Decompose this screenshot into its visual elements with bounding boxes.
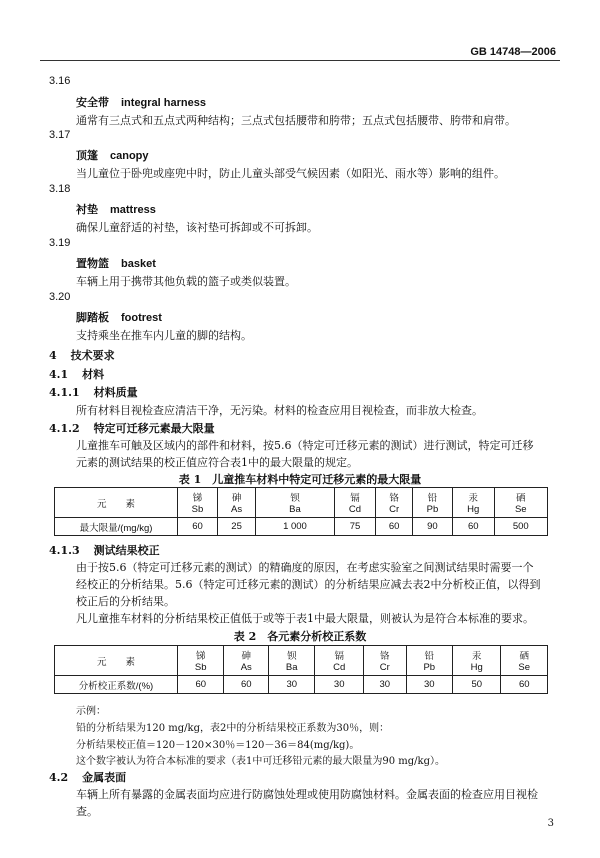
paragraph: 由于按5.6（特定可迁移元素的测试）的精确度的原因，在考虑实验室之间测试结果时需要一个经校正的分析结果。5.6（特定可迁移元素的测试）的分析结果应减去表2中分析校正值，以得到校正后的分析结果。 — [76, 561, 541, 608]
def-number: 3.20 — [49, 291, 71, 303]
table-head-label: 元 素 — [55, 646, 178, 676]
value-cell: 30 — [269, 676, 315, 694]
section-heading: 4.1.2 特定可迁移元素最大限量 — [49, 422, 215, 435]
row-label: 最大限量/(mg/kg) — [55, 518, 178, 536]
paragraph: 车辆上所有暴露的金属表面均应进行防腐蚀处理或使用防腐蚀材料。金属表面的检查应用目视检查。 — [76, 788, 538, 818]
value-cell: 60 — [178, 518, 218, 536]
term-en: integral harness — [121, 97, 206, 109]
element-cell: 钡 Ba — [269, 646, 315, 676]
term-cn: 置物篮 — [76, 257, 109, 270]
paragraph: 所有材料目视检查应清洁干净，无污染。材料的检查应用目视检查，而非放大检查。 — [76, 404, 483, 417]
example-line: 这个数字被认为符合本标准的要求（表1中可迁移铅元素的最大限量为90 mg/kg）。 — [76, 756, 445, 767]
term-en: mattress — [110, 204, 156, 216]
table-head-label: 元 素 — [55, 488, 178, 518]
value-cell: 60 — [501, 676, 548, 694]
element-cell: 锑 Sb — [178, 646, 224, 676]
term-cn: 安全带 — [76, 96, 109, 109]
def-term — [76, 201, 156, 217]
def-text: 确保儿童舒适的衬垫，该衬垫可拆卸或不可拆卸。 — [76, 221, 318, 234]
paragraph: 凡儿童推车材料的分析结果校正值低于或等于表1中最大限量，则被认为是符合本标准的要求。 — [76, 612, 534, 625]
element-cell: 镉 Cd — [334, 488, 376, 518]
element-cell: 硒 Se — [494, 488, 547, 518]
value-cell: 75 — [334, 518, 376, 536]
section-heading: 4.1 材料 — [49, 368, 105, 381]
value-cell: 30 — [363, 676, 406, 694]
def-term — [76, 309, 162, 325]
def-number: 3.18 — [49, 183, 71, 195]
value-cell: 90 — [412, 518, 452, 536]
value-cell: 50 — [453, 676, 501, 694]
term-cn: 顶篷 — [76, 149, 98, 162]
value-cell: 500 — [494, 518, 547, 536]
term-cn: 衬垫 — [76, 203, 98, 216]
element-cell: 砷 As — [217, 488, 255, 518]
header-rule — [40, 60, 560, 61]
term-en: canopy — [110, 150, 149, 162]
element-cell: 铅 Pb — [412, 488, 452, 518]
element-cell: 锑 Sb — [178, 488, 218, 518]
value-cell: 30 — [315, 676, 363, 694]
value-cell: 60 — [178, 676, 224, 694]
paragraph: 儿童推车可触及区域内的部件和材料，按5.6（特定可迁移元素的测试）进行测试，特定可迁移元素的测试结果的校正值应符合表1中的最大限量的规定。 — [76, 439, 534, 469]
table-caption: 表 2 各元素分析校正系数 — [233, 630, 367, 643]
def-term — [76, 147, 149, 163]
page-number: 3 — [547, 818, 554, 829]
element-cell: 汞 Hg — [452, 488, 494, 518]
value-cell: 60 — [224, 676, 269, 694]
example-line: 铅的分析结果为120 mg/kg，表2中的分析结果校正系数为30％，则： — [76, 723, 390, 734]
element-cell: 镉 Cd — [315, 646, 363, 676]
def-number: 3.17 — [49, 129, 71, 141]
value-cell: 1 000 — [256, 518, 334, 536]
def-text: 当儿童位于卧兜或座兜中时，防止儿童头部受气候因素（如阳光、雨水等）影响的组件。 — [76, 167, 505, 180]
value-cell: 60 — [376, 518, 413, 536]
term-en: footrest — [121, 312, 162, 324]
element-cell: 硒 Se — [501, 646, 548, 676]
section-heading: 4.1.1 材料质量 — [49, 386, 138, 399]
def-number: 3.19 — [49, 237, 71, 249]
section-heading: 4.2 金属表面 — [49, 771, 127, 784]
section-heading: 4.1.3 测试结果校正 — [49, 544, 160, 557]
def-text: 车辆上用于携带其他负载的篮子或类似装置。 — [76, 275, 296, 288]
def-text: 通常有三点式和五点式两种结构；三点式包括腰带和胯带；五点式包括腰带、胯带和肩带。 — [76, 114, 516, 127]
example-line: 分析结果校正值＝120－120×30％＝120－36＝84(mg/kg)。 — [76, 740, 360, 751]
element-cell: 砷 As — [224, 646, 269, 676]
element-cell: 铬 Cr — [376, 488, 413, 518]
value-cell: 25 — [217, 518, 255, 536]
element-cell: 钡 Ba — [256, 488, 334, 518]
element-cell: 汞 Hg — [453, 646, 501, 676]
table-max-limits — [54, 487, 548, 536]
def-term — [76, 255, 156, 271]
def-term — [76, 94, 206, 110]
value-cell: 60 — [452, 518, 494, 536]
standard-code: GB 14748—2006 — [470, 46, 556, 58]
row-label: 分析校正系数/(%) — [55, 676, 178, 694]
table-caption: 表 1 儿童推车材料中特定可迁移元素的最大限量 — [178, 473, 422, 486]
section-heading: 4 技术要求 — [49, 349, 115, 362]
table-correction-factors — [54, 645, 548, 694]
term-cn: 脚踏板 — [76, 311, 109, 324]
element-cell: 铬 Cr — [363, 646, 406, 676]
term-en: basket — [121, 258, 156, 270]
def-text: 支持乘坐在推车内儿童的脚的结构。 — [76, 329, 252, 342]
value-cell: 30 — [406, 676, 452, 694]
def-number: 3.16 — [49, 75, 71, 87]
example-label: 示例： — [76, 706, 106, 717]
element-cell: 铅 Pb — [406, 646, 452, 676]
